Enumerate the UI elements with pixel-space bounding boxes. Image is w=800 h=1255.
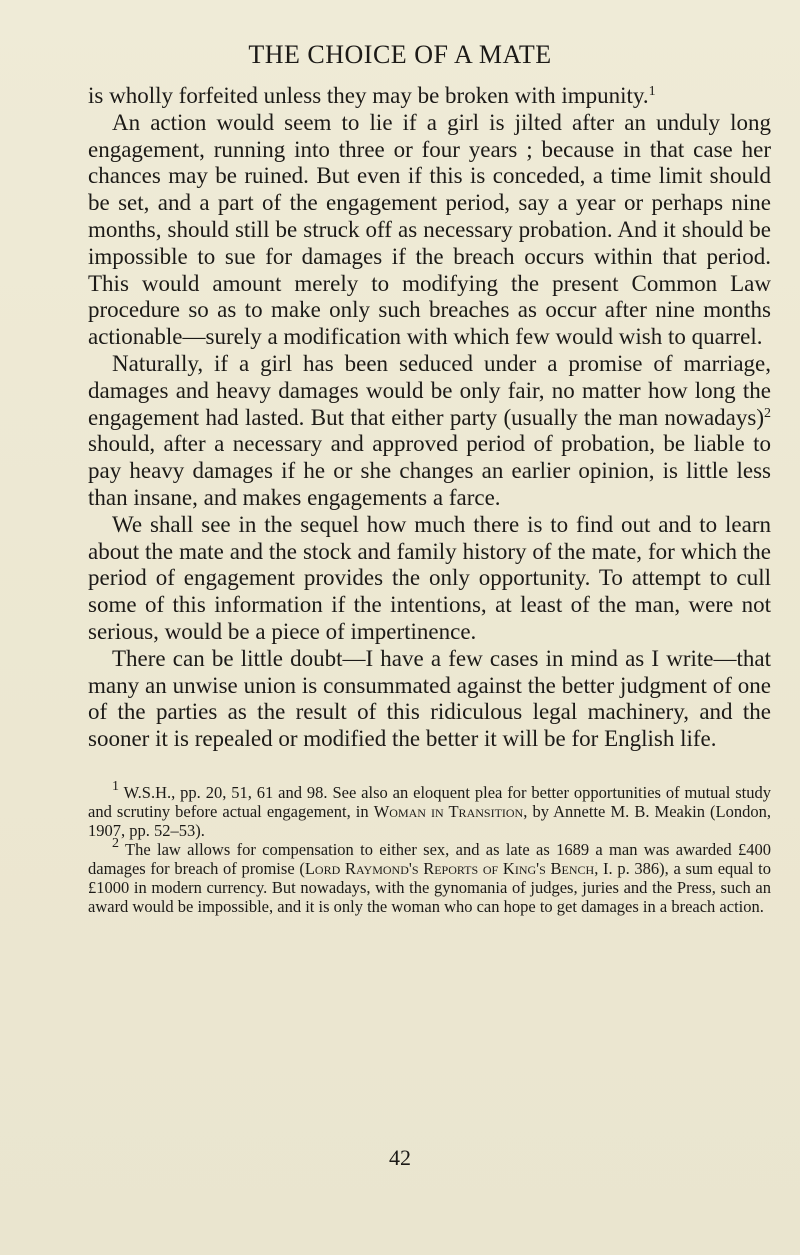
footnote-2-part1: The law allows for compensation to either sex, and as late as 1689 a man was awarded £400 damages for breach of promise ( [88, 840, 771, 878]
footnote-1-mark: 1 [112, 779, 119, 794]
footnote-2 [88, 836, 771, 916]
paragraph-3-after: should, after a necessary and approved period of probation, be liable to pay heavy damages if he or she changes an earlier opinion, is little less than insane, and makes engagements a farce. [88, 431, 771, 510]
paragraph-1 [88, 83, 771, 110]
footnote-1-title: Woman in Transition [373, 802, 524, 821]
paragraph-5: There can be little doubt—I have a few cases in mind as I write—that many an unwise union is consummated against the better judgment of one of the parties as the result of this ridiculous legal machinery, and the sooner it is repealed or modified the better it will be for English life. [88, 645, 771, 752]
footnote-1-part1: W.S.H., pp. 20, 51, 61 and 98. See also an eloquent plea for better opportunities of mutual study and scrutiny before actual engagement, in [88, 783, 771, 821]
body-text [88, 83, 771, 753]
footnote-2-title: Lord Raymond's Reports of King's Bench [304, 859, 595, 878]
footnote-ref-1: 1 [648, 84, 656, 99]
footnote-2-part2: , I. p. 386), a sum equal to £1000 in modern currency. But nowadays, with the gynomania of judges, juries and the Press, such an award would be impossible, and it is only the woman who can hope to get damages in a breach action. [88, 859, 771, 916]
footnote-ref-2: 2 [764, 405, 771, 421]
footnote-1 [88, 779, 771, 840]
footnotes [88, 779, 771, 916]
paragraph-1-text: is wholly forfeited unless they may be broken with impunity. [88, 83, 649, 108]
page-number: 42 [389, 1145, 411, 1170]
paragraph-3-before: Naturally, if a girl has been seduced under a promise of marriage, damages and heavy damages would be only fair, no matter how long the engagement had lasted. But that either party (usually the man nowadays) [88, 350, 771, 430]
footnote-1-part2: , by Annette M. B. Meakin (London, 1907, pp. 52–53). [88, 802, 771, 840]
paragraph-4: We shall see in the sequel how much there is to find out and to learn about the mate and the stock and family history of the mate, for which the period of engagement provides the only opportunity. To attempt to cull some of this information if the intentions, at least of the man, were not serious, would be a piece of impertinence. [88, 511, 771, 644]
paragraph-2: An action would seem to lie if a girl is jilted after an unduly long engagement, running into three or four years ; because in that case her chances may be ruined. But even if this is conceded, a time limit should be set, and a part of the engagement period, say a year or perhaps nine months, should still be struck off as necessary probation. And it should be impossible to sue for damages if the breach occurs within that period. This would amount merely to modifying the present Common Law procedure so as to make only such breaches as occur after nine months actionable—surely a modification with which few would wish to quarrel. [88, 109, 771, 350]
paragraph-3 [88, 351, 771, 512]
running-head: THE CHOICE OF A MATE [248, 40, 552, 69]
footnote-2-mark: 2 [112, 836, 119, 851]
